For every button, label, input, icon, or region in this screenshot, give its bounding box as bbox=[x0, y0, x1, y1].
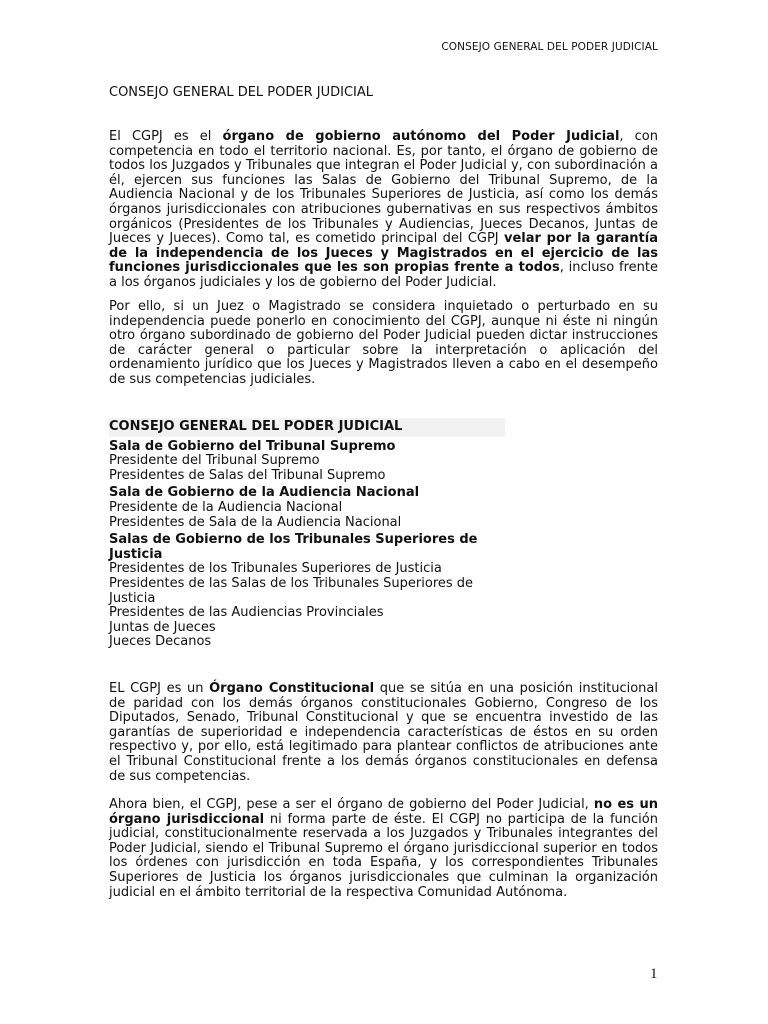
text-run: que se sitúa en una posición institucional de paridad con los demás órganos constitucionales Gobierno, Congreso de los Diputados, Senado, Tribunal Constitucional y que se encuentra investido de las garantías de superioridad e independencia características de éstos en su orden respectivo y, por ello, está legitimado para plantear conflictos de atribuciones ante el Tribunal Constitucional frente a los demás órganos constitucionales en defensa de sus competencias. bbox=[109, 681, 658, 784]
bold-run: velar por la garantía de la independencia de los Jueces y Magistrados en el ejercicio de las funciones jurisdiccionales que les son propias frente a todos bbox=[109, 231, 658, 276]
org-item: Presidentes de Sala de la Audiencia Nacional bbox=[109, 514, 402, 530]
bold-run: no es un órgano jurisdiccional bbox=[109, 797, 658, 827]
paragraph-constitutional-organ bbox=[109, 682, 658, 784]
text-run: EL CGPJ es un bbox=[109, 681, 210, 696]
org-item: Presidentes de las Salas de los Tribunales Superiores de Justicia bbox=[109, 575, 474, 606]
org-item: Juntas de Jueces bbox=[109, 619, 216, 635]
page-number: 1 bbox=[650, 966, 658, 982]
org-item: Presidente de la Audiencia Nacional bbox=[109, 499, 343, 515]
page-title: CONSEJO GENERAL DEL PODER JUDICIAL bbox=[109, 85, 373, 100]
org-group bbox=[109, 486, 505, 530]
text-run: , con competencia en todo el territorio nacional. Es, por tanto, el órgano de gobierno de todos los Juzgados y Tribunales que integran el Poder Judicial y, con subordinación a él, ejercen sus funciones las Salas de Gobierno del Tribunal Supremo, de la Audiencia Nacional y de los Tribunales Superiores de Justicia, así como los demás órganos jurisdiccionales con atribuciones gubernativas en sus respectivos ámbitos orgánicos (Presidentes de los Tribunales y Audiencias, Jueces Decanos, Juntas de Jueces y Jueces). Como tal, es cometido principal del CGPJ bbox=[109, 129, 658, 247]
org-item: Presidente del Tribunal Supremo bbox=[109, 453, 320, 469]
text-run: , incluso frente a los órganos judiciales y los de gobierno del Poder Judicial. bbox=[109, 260, 658, 290]
organization-chart bbox=[109, 418, 505, 653]
paragraph-cgpj-definition bbox=[109, 130, 658, 291]
org-item: Presidentes de los Tribunales Superiores de Justicia bbox=[109, 561, 442, 577]
org-item: Jueces Decanos bbox=[109, 634, 212, 650]
org-group bbox=[109, 533, 505, 650]
text-run: ni forma parte de éste. El CGPJ no participa de la función judicial, constitucionalmente reservada a los Juzgados y Tribunales integrantes del Poder Judicial, siendo el Tribunal Supremo el órgano jurisdiccional superior en todos los órdenes con jurisdicción en toda España, y los correspondientes Tribunales Superiores de Justicia los órganos jurisdiccionales que culminan la organización judicial en el ámbito territorial de la respectiva Comunidad Autónoma. bbox=[109, 811, 658, 900]
org-group-title: Sala de Gobierno del Tribunal Supremo bbox=[109, 438, 396, 454]
org-group-title: Salas de Gobierno de los Tribunales Superiores de Justicia bbox=[109, 532, 478, 562]
text-run: Ahora bien, el CGPJ, pese a ser el órgano de gobierno del Poder Judicial, bbox=[109, 797, 594, 812]
org-group bbox=[109, 440, 505, 484]
org-item: Presidentes de las Audiencias Provinciales bbox=[109, 605, 384, 621]
running-header: CONSEJO GENERAL DEL PODER JUDICIAL bbox=[441, 41, 658, 53]
text-run: El CGPJ es el bbox=[109, 129, 223, 144]
bold-run: Órgano Constitucional bbox=[209, 681, 375, 696]
org-chart-title: CONSEJO GENERAL DEL PODER JUDICIAL bbox=[109, 418, 505, 437]
bold-run: órgano de gobierno autónomo del Poder Judicial bbox=[222, 129, 620, 144]
paragraph-independence: Por ello, si un Juez o Magistrado se considera inquietado o perturbado en su independencia puede ponerlo en conocimiento del CGPJ, aunque ni éste ni ningún otro órgano subordinado de gobierno del Poder Judicial pueden dictar instrucciones de carácter general o particular sobre la interpretación o aplicación del ordenamiento jurídico que los Jueces y Magistrados lleven a cabo en el desempeño de sus competencias judiciales. bbox=[109, 299, 658, 387]
org-item: Presidentes de Salas del Tribunal Supremo bbox=[109, 467, 386, 483]
org-group-title: Sala de Gobierno de la Audiencia Nacional bbox=[109, 485, 420, 501]
paragraph-not-jurisdictional bbox=[109, 798, 658, 900]
